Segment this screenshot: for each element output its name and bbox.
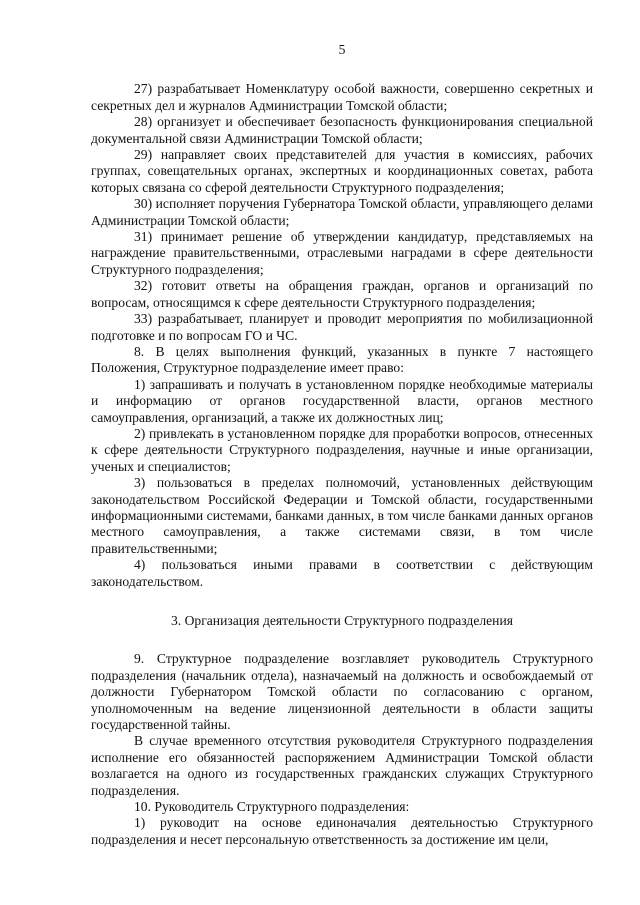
- page-number: 5: [338, 42, 346, 57]
- paragraph-duty-1: 1) руководит на основе единоначалия деятельностью Структурного подразделения и несет персональную ответственность за достижение им цели,: [91, 815, 593, 847]
- paragraph-clause-8: 8. В целях выполнения функций, указанных в пункте 7 настоящего Положения, Структурное подразделение имеет право:: [91, 343, 593, 376]
- paragraph-right-2: 2) привлекать в установленном порядке для проработки вопросов, отнесенных к сфере деятельности Структурного подразделения, научные и иные организации, ученых и специалистов;: [91, 425, 593, 474]
- paragraph-clause-10: 10. Руководитель Структурного подразделения:: [134, 799, 410, 815]
- paragraph-right-4: 4) пользоваться иными правами в соответствии с действующим законодательством.: [91, 557, 593, 589]
- paragraph-item-29: 29) направляет своих представителей для участия в комиссиях, рабочих группах, совещательных органах, экспертных и координационных советах, работа которых связана со сферой деятельности Структурного подразделения;: [91, 147, 593, 195]
- paragraph-item-32: 32) готовит ответы на обращения граждан, органов и организаций по вопросам, относящимся к сфере деятельности Структурного подразделения;: [91, 278, 593, 310]
- paragraph-item-27: 27) разрабатывает Номенклатуру особой важности, совершенно секретных и секретных дел и журналов Администрации Томской области;: [91, 81, 593, 113]
- section-heading: 3. Организация деятельности Структурного подразделения: [170, 613, 513, 628]
- paragraph-right-3: 3) пользоваться в пределах полномочий, установленных действующим законодательством Российской Федерации и Томской области, государственными информационными системами, банками данных, в том числе банками данных органов местного самоуправления, а также системами связи, в том числе правительственными;: [91, 475, 593, 556]
- paragraph-item-28: 28) организует и обеспечивает безопасность функционирования специальной документальной связи Администрации Томской области;: [91, 114, 593, 146]
- paragraph-right-1: 1) запрашивать и получать в установленном порядке необходимые материалы и информацию от органов государственной власти, органов местного самоуправления, организаций, а также их должностных лиц;: [91, 376, 593, 425]
- paragraph-item-30: 30) исполняет поручения Губернатора Томской области, управляющего делами Администрации Томской области;: [91, 196, 593, 228]
- paragraph-item-33: 33) разрабатывает, планирует и проводит мероприятия по мобилизационной подготовке и по вопросам ГО и ЧС.: [91, 311, 593, 343]
- paragraph-temporary-absence: В случае временного отсутствия руководителя Структурного подразделения исполнение его обязанностей распоряжением Администрации Томской области возлагается на одного из государственных гражданских служащих Структурного подразделения.: [91, 733, 593, 798]
- paragraph-item-31: 31) принимает решение об утверждении кандидатур, представляемых на награждение правительственными, отраслевыми наградами в сфере деятельности Структурного подразделения;: [91, 229, 593, 277]
- paragraph-clause-9: 9. Структурное подразделение возглавляет руководитель Структурного подразделения (начальник отдела), назначаемый на должность и освобождаемый от должности Губернатором Томской области по согласованию с органом, уполномоченным на ведение лицензионной деятельности в области защиты государственной тайны.: [91, 651, 593, 733]
